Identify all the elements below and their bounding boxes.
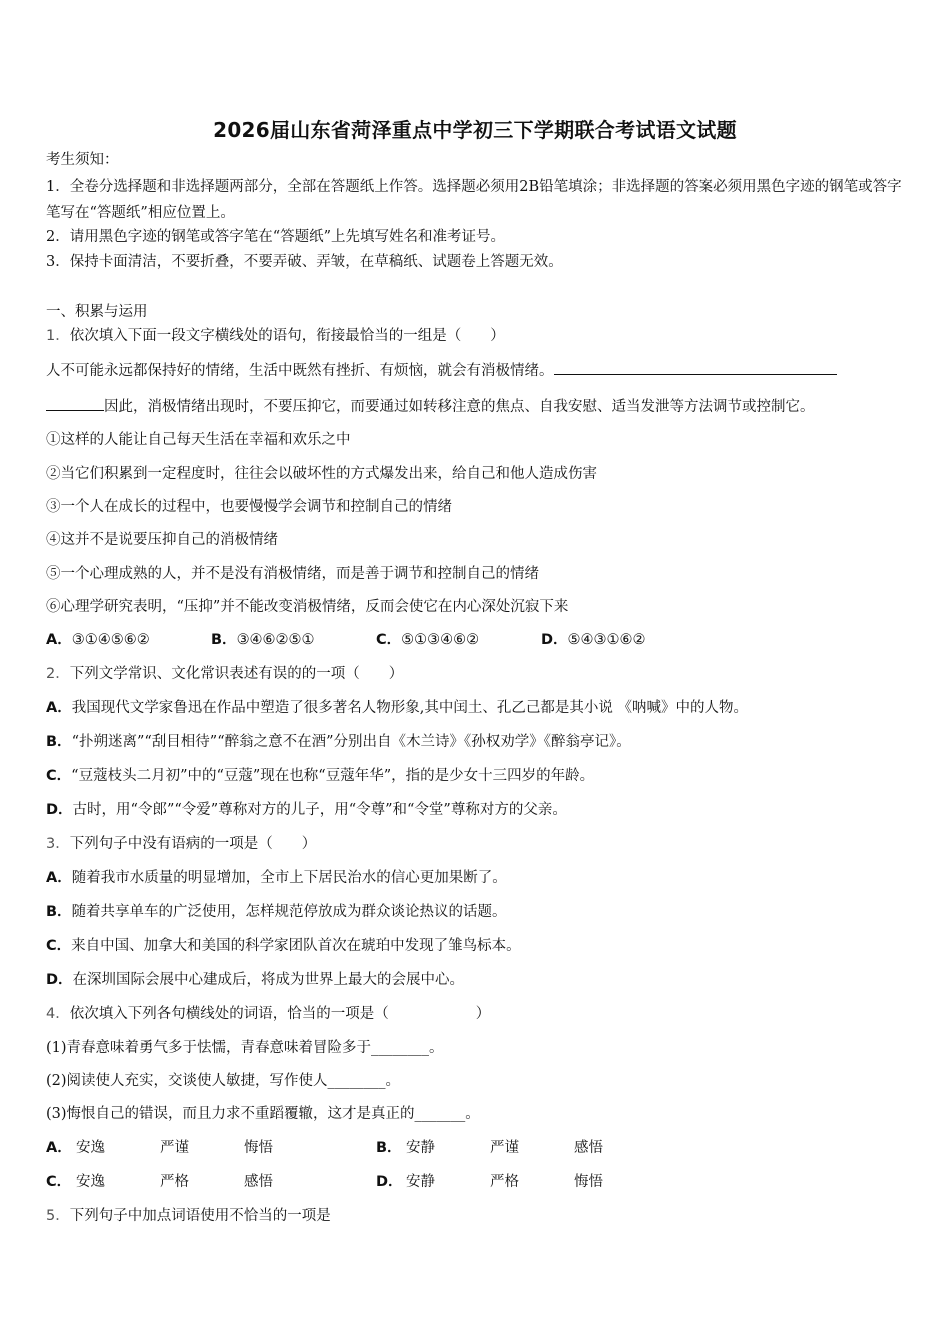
q4-options-row-2 xyxy=(46,1172,603,1192)
option-d[interactable]: D．⑤④③①⑥② xyxy=(541,632,646,648)
q1-sentence-4: ④这并不是说要压抑自己的消极情绪 xyxy=(46,532,278,548)
q1-sentence-3: ③一个人在成长的过程中，也要慢慢学会调节和控制自己的情绪 xyxy=(46,499,452,515)
passage-text: 人不可能永远都保持好的情绪，生活中既然有挫折、有烦恼，就会有消极情绪。 xyxy=(46,363,554,379)
q1-sentence-2: ②当它们积累到一定程度时，往往会以破坏性的方式爆发出来，给自己和他人造成伤害 xyxy=(46,466,597,482)
question-stem: 下列文学常识、文化常识表述有误的的一项（ ） xyxy=(69,666,404,682)
question-1-stem xyxy=(46,326,505,346)
option-a[interactable]: A．③①④⑤⑥② xyxy=(46,632,150,648)
question-4-stem xyxy=(46,1004,490,1024)
option-d[interactable]: D． 安静 严格 悔悟 xyxy=(376,1174,603,1190)
option-c[interactable]: C．来自中国、加拿大和美国的科学家团队首次在琥珀中发现了雏鸟标本。 xyxy=(46,938,521,954)
q1-sentence-6: ⑥心理学研究表明，“压抑”并不能改变消极情绪，反而会使它在内心深处沉寂下来 xyxy=(46,599,569,615)
option-d[interactable]: D．古时，用“令郎”“令爱”尊称对方的儿子，用“令尊”和“令堂”尊称对方的父亲。 xyxy=(46,802,567,818)
question-number: 2． xyxy=(46,666,70,682)
question-stem: 依次填入下面一段文字横线处的语句，衔接最恰当的一组是（ ） xyxy=(69,328,505,344)
question-number: 3． xyxy=(46,836,70,852)
q1-options xyxy=(46,630,646,650)
question-3-stem xyxy=(46,834,316,854)
answer-blank xyxy=(554,360,837,375)
option-b[interactable]: B．随着共享单车的广泛使用，怎样规范停放成为群众谈论热议的话题。 xyxy=(46,904,507,920)
q4-options-row-1 xyxy=(46,1138,603,1158)
option-a[interactable]: A． 安逸 严谨 悔悟 xyxy=(46,1140,273,1156)
question-number: 1． xyxy=(46,328,70,344)
q1-passage-line-2 xyxy=(46,396,815,417)
notice-item-1: 1．全卷分选择题和非选择题两部分，全部在答题纸上作答。选择题必须用2B铅笔填涂；非选择题的答案必须用黑色字迹的钢笔或答字笔写在“答题纸”相应位置上。 xyxy=(46,179,902,221)
q4-item-1: (1)青春意味着勇气多于怯懦，青春意味着冒险多于________。 xyxy=(46,1040,444,1056)
q4-item-2: (2)阅读使人充实，交谈使人敏捷，写作使人________。 xyxy=(46,1073,401,1089)
option-a[interactable]: A．随着我市水质量的明显增加，全市上下居民治水的信心更加果断了。 xyxy=(46,870,507,886)
question-number: 5． xyxy=(46,1208,70,1224)
notice-item-3: 3．保持卡面清洁，不要折叠，不要弄破、弄皱，在草稿纸、试题卷上答题无效。 xyxy=(46,254,563,270)
passage-text: 因此，消极情绪出现时，不要压抑它，而要通过如转移注意的焦点、自我安慰、适当发泄等方法调节或控制它。 xyxy=(104,399,815,415)
notice-item-2: 2．请用黑色字迹的钢笔或答字笔在“答题纸”上先填写姓名和准考证号。 xyxy=(46,229,506,245)
option-c[interactable]: C．“豆蔻枝头二月初”中的“豆蔻”现在也称“豆蔻年华”，指的是少女十三四岁的年龄。 xyxy=(46,768,595,784)
notice-heading: 考生须知： xyxy=(46,152,119,168)
q1-passage-line-1 xyxy=(46,360,837,381)
option-b[interactable]: B．③④⑥②⑤① xyxy=(211,632,315,648)
question-number: 4． xyxy=(46,1006,70,1022)
question-2-stem xyxy=(46,664,403,684)
q1-sentence-1: ①这样的人能让自己每天生活在幸福和欢乐之中 xyxy=(46,432,351,448)
question-stem: 下列句子中加点词语使用不恰当的一项是 xyxy=(69,1208,331,1224)
option-c[interactable]: C． 安逸 严格 感悟 xyxy=(46,1174,273,1190)
option-b[interactable]: B． 安静 严谨 感悟 xyxy=(376,1140,603,1156)
option-c[interactable]: C．⑤①③④⑥② xyxy=(376,632,480,648)
q1-sentence-5: ⑤一个心理成熟的人，并不是没有消极情绪，而是善于调节和控制自己的情绪 xyxy=(46,566,539,582)
section-heading: 一、积累与运用 xyxy=(46,304,148,320)
option-a[interactable]: A．我国现代文学家鲁迅在作品中塑造了很多著名人物形象,其中闰土、孔乙己都是其小说 《呐喊》中的人物。 xyxy=(46,700,748,716)
answer-blank xyxy=(46,396,104,411)
option-b[interactable]: B．“扑朔迷离”“刮目相待”“醉翁之意不在酒”分别出自《木兰诗》《孙权劝学》《醉翁亭记》。 xyxy=(46,734,631,750)
option-d[interactable]: D．在深圳国际会展中心建成后，将成为世界上最大的会展中心。 xyxy=(46,972,465,988)
question-stem: 依次填入下列各句横线处的词语，恰当的一项是（ ） xyxy=(69,1006,491,1022)
question-5-stem xyxy=(46,1206,331,1226)
q4-item-3: (3)悔恨自己的错误，而且力求不重蹈覆辙，这才是真正的_______。 xyxy=(46,1106,480,1122)
question-stem: 下列句子中没有语病的一项是（ ） xyxy=(69,836,317,852)
page-title: 2026届山东省菏泽重点中学初三下学期联合考试语文试题 xyxy=(213,118,737,142)
